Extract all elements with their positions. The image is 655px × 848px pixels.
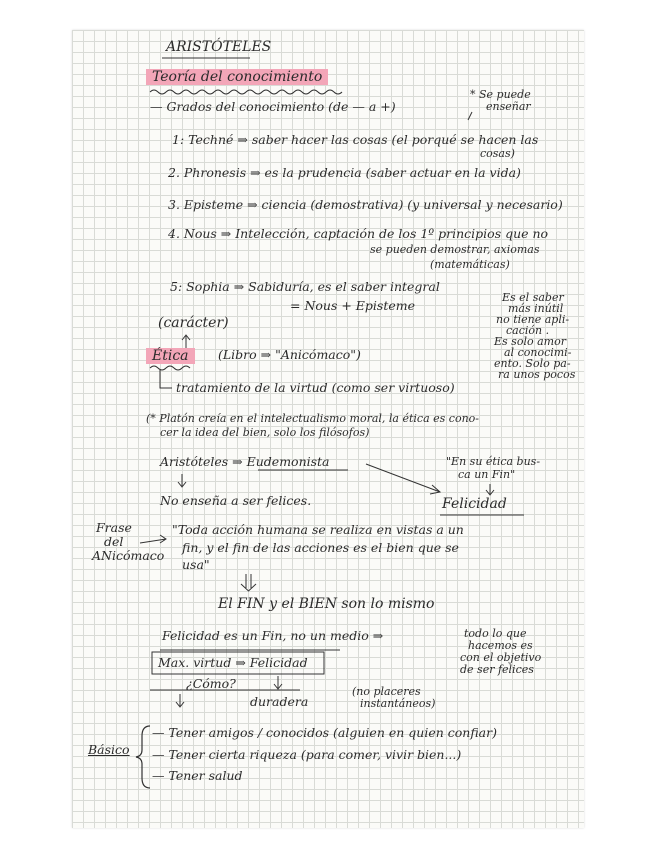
platon-line-2: cer la idea del bien, solo los filósofos) (160, 426, 370, 439)
no-placeres-2: instantáneos) (360, 697, 436, 710)
basic-item-friends: — Tener amigos / conocidos (alguien en quien confiar) (152, 725, 497, 740)
side-note-1: más inútil (508, 302, 564, 315)
note-explain-2: enseñar (486, 100, 531, 113)
item-techne-cont: cosas) (480, 147, 515, 160)
grades-line: — Grados del conocimiento (de — a +) (150, 99, 396, 114)
max-virtud-line: Max. virtud ⇒ Felicidad (158, 655, 308, 670)
note-explain-1: * Se puede (470, 88, 531, 101)
page-title: ARISTÓTELES (166, 39, 272, 55)
platon-line-1: (* Platón creía en el intelectualismo moral, la ética es cono- (146, 412, 479, 425)
item-nous-cont1: se pueden demostrar, axiomas (370, 243, 540, 256)
item-episteme: 3. Episteme ⇒ ciencia (demostrativa) (y universal y necesario) (168, 197, 563, 212)
side-note-2: no tiene apli- (496, 313, 570, 326)
side-note-4: Es solo amor (494, 335, 566, 348)
basic-item-health: — Tener salud (152, 768, 243, 783)
duradera-label: duradera (250, 694, 309, 709)
todo-lo-que-4: de ser felices (460, 663, 534, 676)
item-nous: 4. Nous ⇒ Intelección, captación de los 1º principios que no (168, 226, 549, 241)
todo-lo-que-1: todo lo que (464, 627, 527, 640)
side-note-5: al conocimi- (504, 346, 572, 359)
todo-lo-que-3: con el objetivo (460, 651, 542, 664)
no-placeres-1: (no placeres (352, 685, 421, 698)
no-ensena-line: No enseña a ser felices. (160, 493, 312, 508)
libro-label: (Libro ⇒ "Anicómaco") (218, 347, 361, 362)
basico-label: Básico (88, 742, 130, 757)
caracter-label: (carácter) (158, 315, 229, 331)
item-nous-cont2: (matemáticas) (430, 258, 510, 271)
frase-label-1: Frase (96, 520, 132, 535)
quote-line-1: "Toda acción humana se realiza en vistas a un (172, 522, 464, 537)
side-note-7: ra unos pocos (498, 368, 576, 381)
quote-line-3: usa" (182, 557, 210, 572)
item-sophia-cont: = Nous + Episteme (290, 298, 416, 313)
side-note-0: Es el saber (502, 291, 564, 304)
item-phronesis: 2. Phronesis ⇒ es la prudencia (saber actuar en la vida) (168, 165, 521, 180)
section-heading (146, 70, 328, 84)
en-su-etica-2: ca un Fin" (458, 468, 516, 481)
section-heading-text: Teoría del conocimiento (146, 69, 328, 85)
etica-heading-text: Ética (146, 348, 195, 364)
todo-lo-que-2: hacemos es (468, 639, 533, 652)
aristoteles-line: Aristóteles ⇒ Eudemonista (160, 454, 330, 469)
item-sophia: 5: Sophia ⇒ Sabiduría, es el saber integral (170, 279, 440, 294)
basic-item-wealth: — Tener cierta riqueza (para comer, vivir bien...) (152, 747, 462, 762)
frase-label-3: ANicómaco (92, 548, 165, 563)
side-note-3: cación . (506, 324, 550, 337)
felicidad-word: Felicidad (442, 496, 507, 512)
tratamiento-line: tratamiento de la virtud (como ser virtuoso) (176, 380, 455, 395)
felicidad-fin-line: Felicidad es un Fin, no un medio ⇒ (162, 628, 384, 643)
frase-label-2: del (104, 534, 124, 549)
en-su-etica-1: "En su ética bus- (446, 455, 541, 468)
item-techne: 1: Techné ⇒ saber hacer las cosas (el porqué se hacen las (172, 132, 539, 147)
side-note-6: ento. Solo pa- (494, 357, 571, 370)
quote-line-2: fin, y el fin de las acciones es el bien que se (182, 540, 459, 555)
como-label: ¿Cómo? (186, 676, 236, 691)
fin-bien-line: El FIN y el BIEN son lo mismo (218, 596, 435, 612)
etica-heading (146, 349, 195, 363)
